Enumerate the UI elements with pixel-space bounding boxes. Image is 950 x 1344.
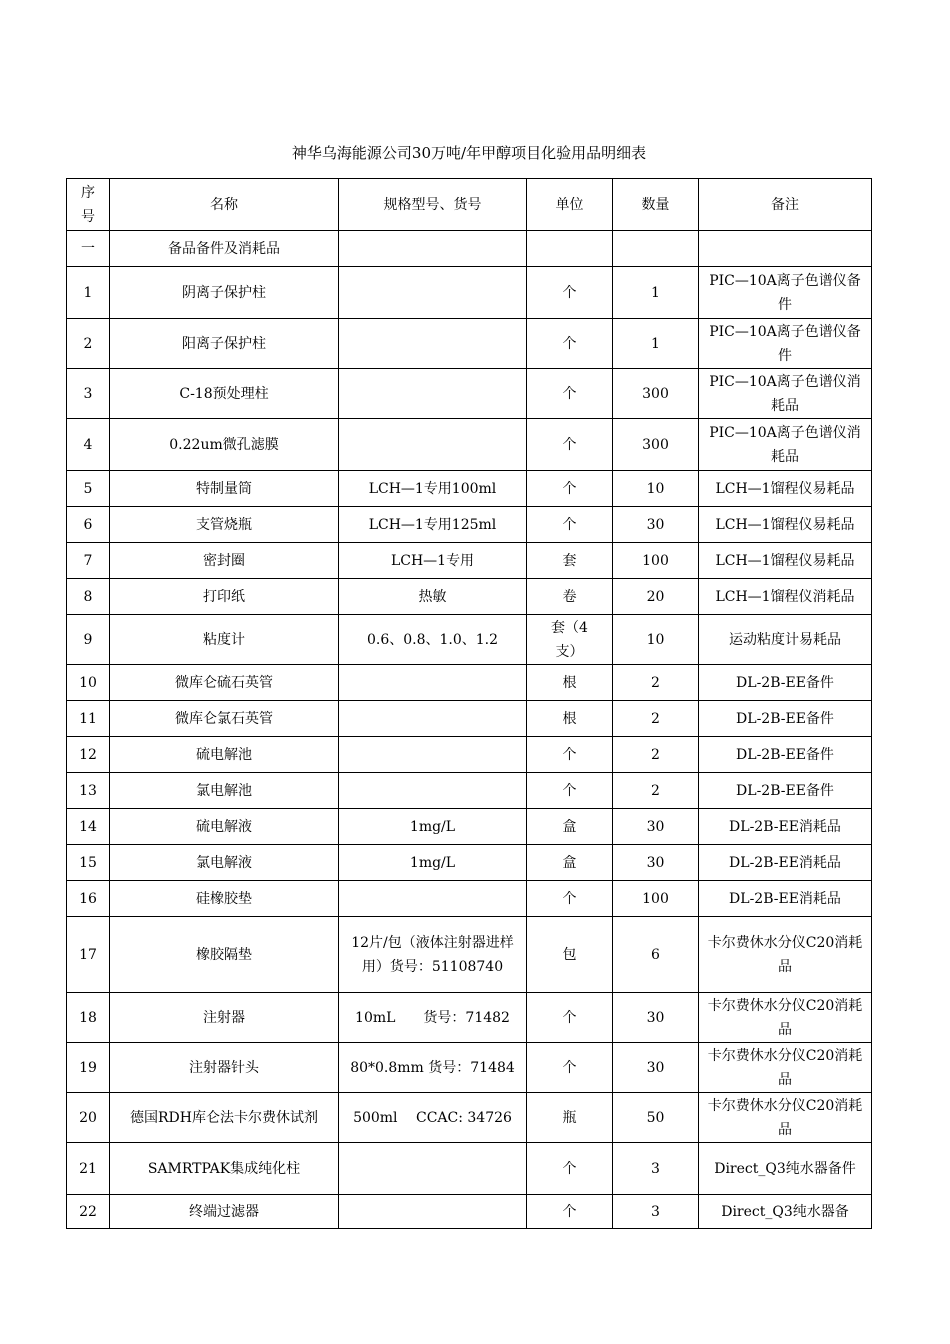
cell-name: 备品备件及消耗品 [110,231,339,267]
cell-seq: 12 [67,737,110,773]
cell-qty: 2 [613,665,699,701]
cell-unit: 个 [527,471,613,507]
cell-seq: 11 [67,701,110,737]
cell-name: 德国RDH库仑法卡尔费休试剂 [110,1093,339,1143]
cell-seq: 13 [67,773,110,809]
cell-note: PIC—10A离子色谱仪备件 [699,267,872,319]
cell-spec: 0.6、0.8、1.0、1.2 [339,615,527,665]
table-row [67,1195,872,1229]
items-table [66,178,872,1229]
header-qty: 数量 [613,179,699,231]
cell-note: 卡尔费休水分仪C20消耗品 [699,1093,872,1143]
cell-qty: 100 [613,881,699,917]
table-row [67,809,872,845]
cell-spec: 1mg/L [339,809,527,845]
cell-seq: 20 [67,1093,110,1143]
cell-qty: 2 [613,737,699,773]
cell-unit: 个 [527,993,613,1043]
cell-name: 打印纸 [110,579,339,615]
cell-spec: 12片/包（液体注射器进样用）货号：51108740 [339,917,527,993]
cell-seq: 19 [67,1043,110,1093]
cell-qty: 30 [613,507,699,543]
cell-seq: 6 [67,507,110,543]
header-seq: 序号 [67,179,110,231]
cell-note: DL-2B-EE备件 [699,737,872,773]
cell-note: LCH—1馏程仪易耗品 [699,543,872,579]
cell-seq: 17 [67,917,110,993]
cell-note: 卡尔费休水分仪C20消耗品 [699,993,872,1043]
cell-note: 卡尔费休水分仪C20消耗品 [699,917,872,993]
cell-note: DL-2B-EE备件 [699,773,872,809]
table-row [67,1043,872,1093]
cell-spec [339,701,527,737]
cell-spec: 1mg/L [339,845,527,881]
cell-unit: 个 [527,773,613,809]
cell-note: 卡尔费休水分仪C20消耗品 [699,1043,872,1093]
header-spec: 规格型号、货号 [339,179,527,231]
cell-unit: 个 [527,881,613,917]
cell-seq: 8 [67,579,110,615]
cell-note: DL-2B-EE备件 [699,701,872,737]
cell-name: 终端过滤器 [110,1195,339,1229]
cell-name: 硅橡胶垫 [110,881,339,917]
cell-seq: 3 [67,369,110,419]
table-row [67,231,872,267]
header-note: 备注 [699,179,872,231]
cell-spec: 10mL 货号：71482 [339,993,527,1043]
cell-spec [339,737,527,773]
cell-note: PIC—10A离子色谱仪消耗品 [699,369,872,419]
cell-qty: 3 [613,1195,699,1229]
cell-name: 微库仑硫石英管 [110,665,339,701]
cell-seq: 2 [67,319,110,369]
cell-unit: 套（4支） [527,615,613,665]
cell-qty: 3 [613,1143,699,1195]
cell-unit: 瓶 [527,1093,613,1143]
table-row [67,917,872,993]
table-row [67,665,872,701]
cell-unit: 个 [527,267,613,319]
table-row [67,993,872,1043]
cell-seq: 1 [67,267,110,319]
cell-unit: 个 [527,319,613,369]
cell-note: PIC—10A离子色谱仪消耗品 [699,419,872,471]
document-title: 神华乌海能源公司30万吨/年甲醇项目化验用品明细表 [291,144,647,162]
cell-unit: 个 [527,1195,613,1229]
cell-spec: 500ml CCAC: 34726 [339,1093,527,1143]
cell-qty: 2 [613,773,699,809]
table-row [67,881,872,917]
table-row [67,507,872,543]
cell-unit [527,231,613,267]
cell-unit: 根 [527,701,613,737]
cell-unit: 卷 [527,579,613,615]
cell-spec [339,319,527,369]
cell-unit: 盒 [527,845,613,881]
table-row [67,615,872,665]
cell-seq: 21 [67,1143,110,1195]
cell-spec [339,881,527,917]
cell-qty: 20 [613,579,699,615]
cell-qty: 30 [613,993,699,1043]
cell-spec [339,369,527,419]
table-row [67,1093,872,1143]
table-row [67,737,872,773]
table-row [67,543,872,579]
cell-name: 特制量筒 [110,471,339,507]
cell-spec: 热敏 [339,579,527,615]
table-row [67,419,872,471]
cell-name: C-18预处理柱 [110,369,339,419]
cell-qty: 50 [613,1093,699,1143]
cell-spec [339,1143,527,1195]
cell-qty: 30 [613,809,699,845]
cell-seq: 16 [67,881,110,917]
table-row [67,471,872,507]
cell-name: 注射器 [110,993,339,1043]
cell-spec: LCH—1专用 [339,543,527,579]
table-row [67,267,872,319]
cell-unit: 个 [527,369,613,419]
cell-note: LCH—1馏程仪易耗品 [699,471,872,507]
cell-seq: 14 [67,809,110,845]
cell-seq: 5 [67,471,110,507]
cell-unit: 个 [527,737,613,773]
cell-spec [339,1195,527,1229]
cell-unit: 个 [527,1043,613,1093]
cell-note: LCH—1馏程仪易耗品 [699,507,872,543]
cell-seq: 7 [67,543,110,579]
cell-qty: 1 [613,319,699,369]
cell-name: 氯电解液 [110,845,339,881]
cell-note: DL-2B-EE备件 [699,665,872,701]
cell-seq: 15 [67,845,110,881]
cell-qty: 10 [613,615,699,665]
cell-name: 氯电解池 [110,773,339,809]
cell-name: SAMRTPAK集成纯化柱 [110,1143,339,1195]
cell-spec [339,231,527,267]
cell-unit: 包 [527,917,613,993]
cell-spec [339,267,527,319]
cell-seq: 9 [67,615,110,665]
table-row [67,845,872,881]
cell-qty: 300 [613,419,699,471]
cell-name: 橡胶隔垫 [110,917,339,993]
cell-unit: 个 [527,1143,613,1195]
cell-seq: 一 [67,231,110,267]
cell-spec: LCH—1专用100ml [339,471,527,507]
cell-note: PIC—10A离子色谱仪备件 [699,319,872,369]
cell-seq: 10 [67,665,110,701]
header-unit: 单位 [527,179,613,231]
cell-note: DL-2B-EE消耗品 [699,845,872,881]
cell-qty: 30 [613,845,699,881]
cell-name: 硫电解液 [110,809,339,845]
cell-name: 微库仑氯石英管 [110,701,339,737]
cell-spec [339,665,527,701]
table-row [67,369,872,419]
cell-spec [339,773,527,809]
cell-name: 支管烧瓶 [110,507,339,543]
cell-name: 粘度计 [110,615,339,665]
cell-seq: 22 [67,1195,110,1229]
cell-qty: 30 [613,1043,699,1093]
cell-unit: 套 [527,543,613,579]
cell-qty: 100 [613,543,699,579]
header-name: 名称 [110,179,339,231]
cell-name: 密封圈 [110,543,339,579]
cell-qty: 2 [613,701,699,737]
cell-note: 运动粘度计易耗品 [699,615,872,665]
cell-name: 阴离子保护柱 [110,267,339,319]
table-row [67,319,872,369]
cell-name: 注射器针头 [110,1043,339,1093]
cell-qty: 1 [613,267,699,319]
cell-name: 硫电解池 [110,737,339,773]
cell-unit: 根 [527,665,613,701]
table-row [67,1143,872,1195]
cell-seq: 18 [67,993,110,1043]
cell-note: Direct_Q3纯水器备件 [699,1143,872,1195]
cell-note: LCH—1馏程仪消耗品 [699,579,872,615]
cell-note: Direct_Q3纯水器备 [699,1195,872,1229]
cell-qty [613,231,699,267]
cell-unit: 个 [527,419,613,471]
cell-name: 0.22um微孔滤膜 [110,419,339,471]
cell-note [699,231,872,267]
cell-qty: 10 [613,471,699,507]
cell-unit: 盒 [527,809,613,845]
table-row [67,701,872,737]
cell-qty: 6 [613,917,699,993]
table-header-row [67,179,872,231]
table-row [67,773,872,809]
cell-spec: LCH—1专用125ml [339,507,527,543]
cell-unit: 个 [527,507,613,543]
cell-spec [339,419,527,471]
cell-spec: 80*0.8mm 货号：71484 [339,1043,527,1093]
cell-qty: 300 [613,369,699,419]
cell-seq: 4 [67,419,110,471]
table-row [67,579,872,615]
cell-name: 阳离子保护柱 [110,319,339,369]
cell-note: DL-2B-EE消耗品 [699,881,872,917]
cell-note: DL-2B-EE消耗品 [699,809,872,845]
